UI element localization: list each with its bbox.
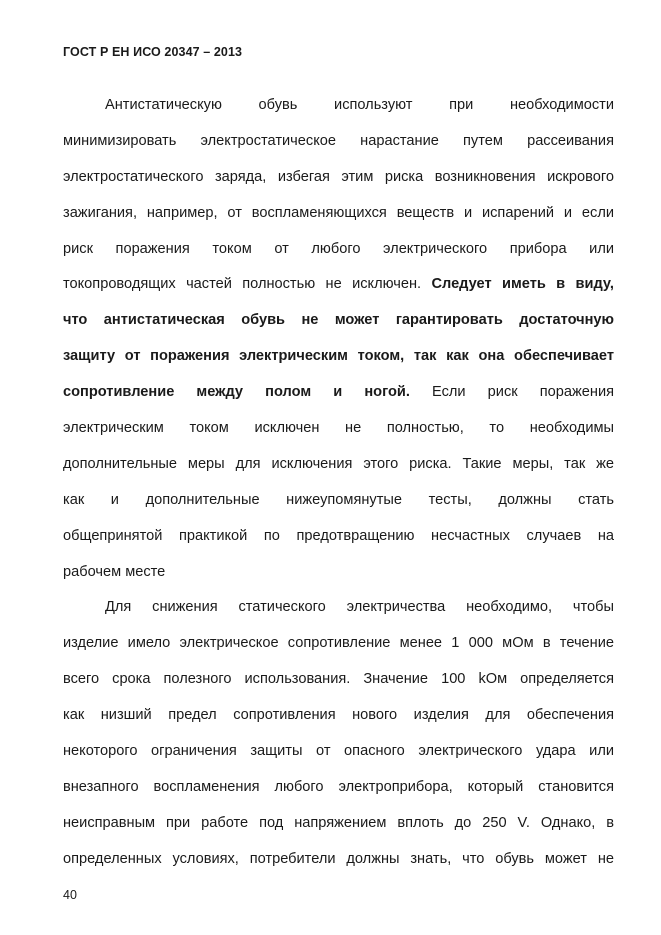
text-line: изделие имело электрическое сопротивление менее 1 000 мОм в течение [63, 635, 614, 652]
text-line: всего срока полезного использования. Значение 100 kОм определяется [63, 671, 614, 688]
text-line: рабочем месте [63, 563, 166, 580]
text-line: дополнительные меры для исключения этого риска. Такие меры, так же [63, 455, 614, 472]
text-line: определенных условиях, потребители должны знать, что обувь может не [63, 850, 614, 867]
page-number: 40 [63, 888, 77, 902]
text-line: общепринятой практикой по предотвращению несчастных случаев на [63, 527, 614, 544]
text-line: как низший предел сопротивления нового изделия для обеспечения [63, 707, 614, 724]
text-line-bold-warning: что антистатическая обувь не может гарантировать достаточную [63, 312, 614, 329]
text-bold-warning: сопротивление между полом и ногой. [63, 384, 410, 401]
text-line: Для снижения статического электричества необходимо, чтобы [105, 599, 614, 616]
document-header: ГОСТ Р ЕН ИСО 20347 – 2013 [63, 45, 243, 59]
text-line-mixed [63, 375, 614, 411]
text-normal: токопроводящих частей полностью не исключен. [63, 276, 422, 293]
paragraph-static-electricity [63, 590, 614, 877]
text-normal: Если риск поражения [432, 384, 614, 401]
text-line: минимизировать электростатическое нарастание путем рассеивания [63, 132, 614, 149]
text-line: неисправным при работе под напряжением вплоть до 250 V. Однако, в [63, 814, 614, 831]
text-line: электрическим током исключен не полностью, то необходимы [63, 420, 614, 437]
document-body [63, 88, 614, 878]
text-bold-warning: Следует иметь в виду, [431, 276, 614, 293]
text-line: внезапного воспламенения любого электроприбора, который становится [63, 778, 614, 795]
paragraph-antistatic-footwear [63, 88, 614, 590]
text-line: электростатического заряда, избегая этим риска возникновения искрового [63, 168, 614, 185]
text-line: Антистатическую обувь используют при необходимости [105, 97, 614, 113]
text-line: некоторого ограничения защиты от опасного электрического удара или [63, 743, 614, 760]
text-line: зажигания, например, от воспламеняющихся веществ и испарений и если [63, 204, 614, 221]
text-line-mixed [63, 267, 614, 303]
text-line-bold-warning: защиту от поражения электрическим током, так как она обеспечивает [63, 348, 614, 365]
text-line: как и дополнительные нижеупомянутые тесты, должны стать [63, 491, 614, 508]
text-line: риск поражения током от любого электрического прибора или [63, 240, 614, 257]
